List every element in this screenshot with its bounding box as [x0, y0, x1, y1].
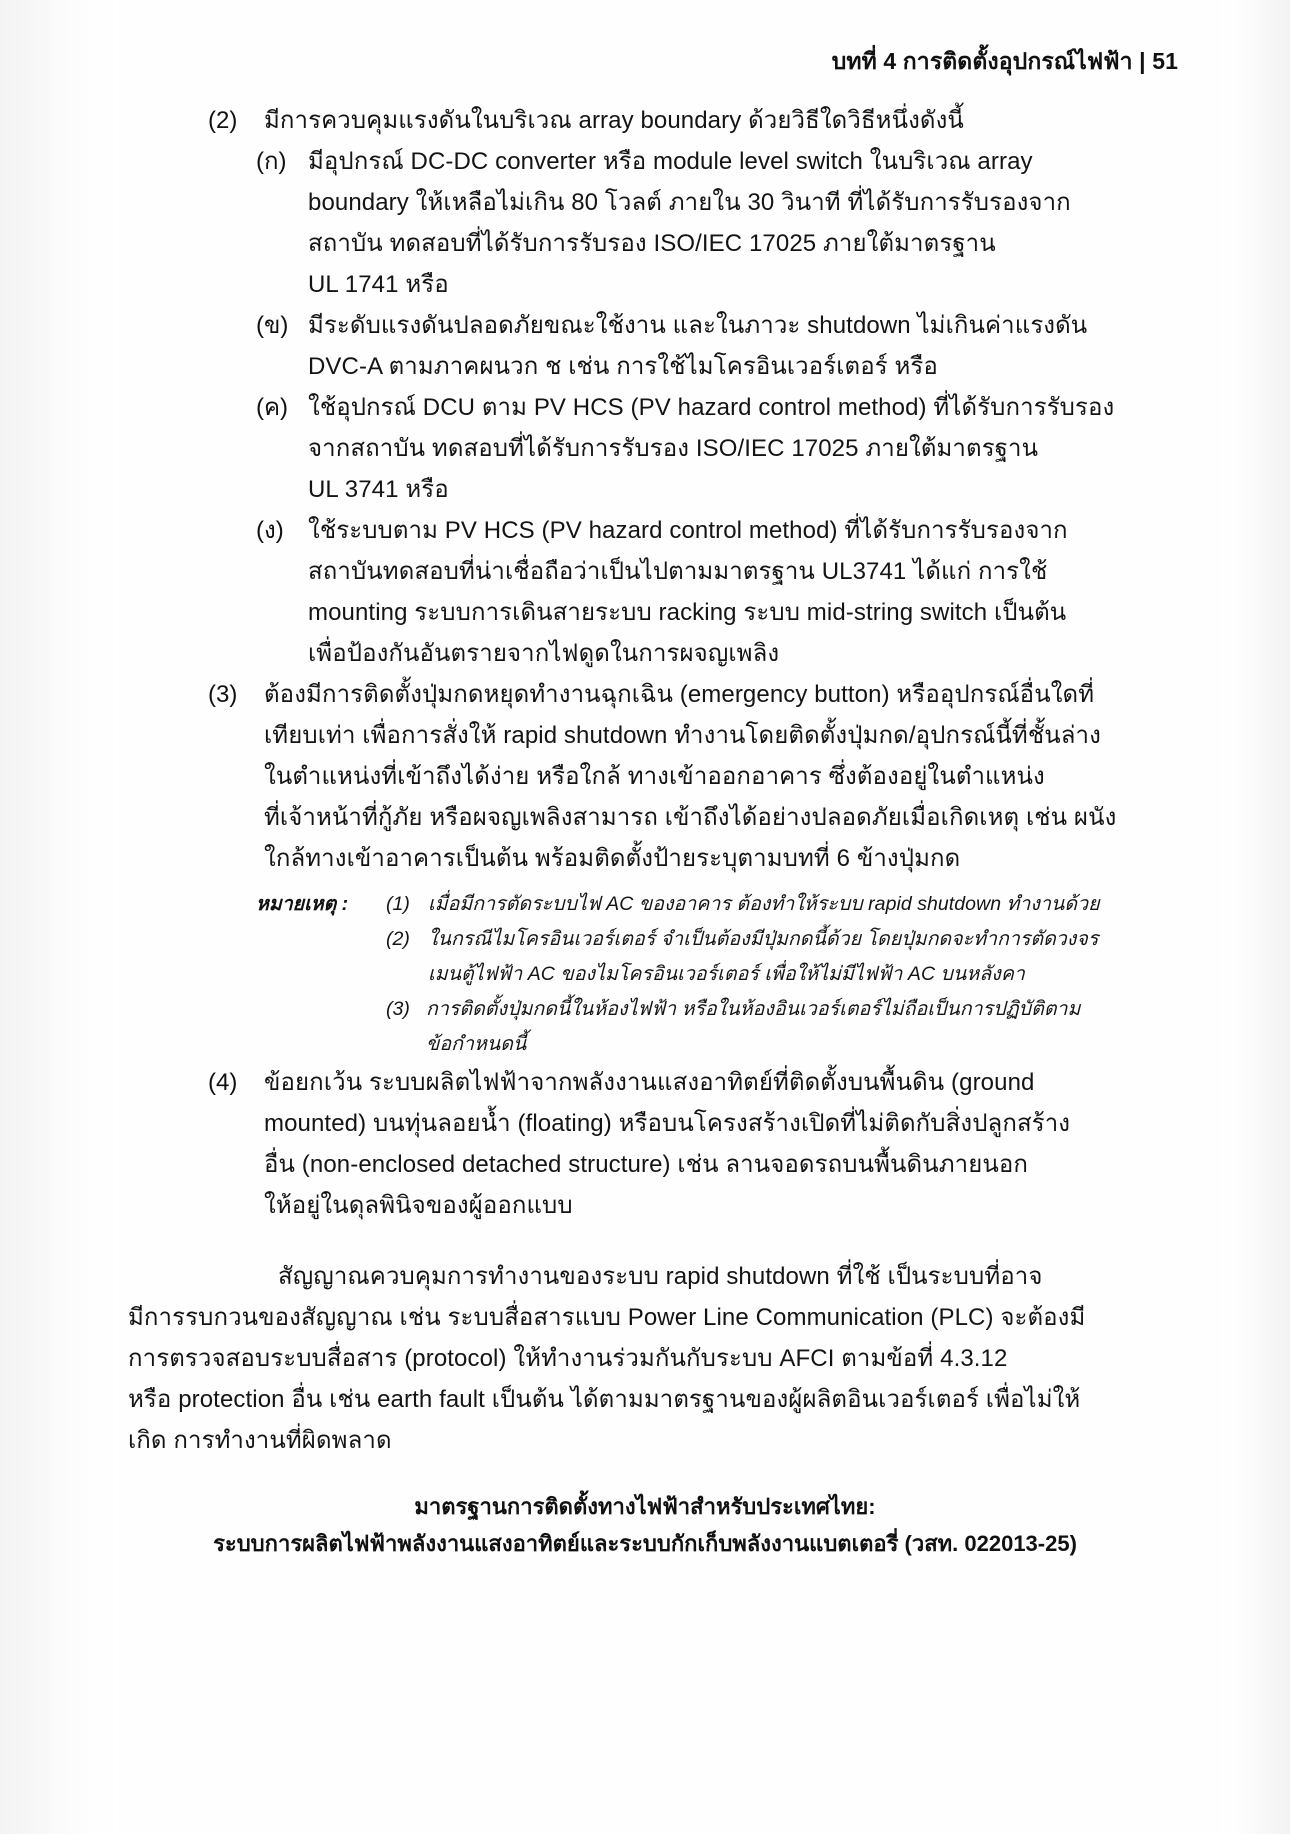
- footer-title-line-1: มาตรฐานการติดตั้งทางไฟฟ้าสำหรับประเทศไทย:: [414, 1494, 876, 1519]
- text-line: เพื่อป้องกันอันตรายจากไฟดูดในการผจญเพลิง: [308, 640, 780, 667]
- text-line: เกิด การทำงานที่ผิดพลาด: [128, 1427, 392, 1454]
- text-line: mounted) บนทุ่นลอยน้ำ (floating) หรือบนโครงสร้างเปิดที่ไม่ติดกับสิ่งปลูกสร้าง: [264, 1110, 1071, 1137]
- note-entry-text: [428, 922, 1170, 992]
- page-footer: [0, 1488, 1290, 1562]
- text-line: UL 3741 หรือ: [308, 476, 449, 503]
- list-item-text: [308, 510, 1170, 674]
- list-item-4: [208, 1062, 1170, 1226]
- text-line: เทียบเท่า เพื่อการสั่งให้ rapid shutdown ทำงานโดยติดตั้งปุ่มกด/อุปกรณ์นี้ที่ชั้นล่าง: [264, 722, 1101, 749]
- text-line: จากสถาบัน ทดสอบที่ได้รับการรับรอง ISO/IEC 17025 ภายใต้มาตรฐาน: [308, 435, 1039, 462]
- text-line: boundary ให้เหลือไม่เกิน 80 โวลต์ ภายใน 30 วินาที ที่ได้รับการรับรองจาก: [308, 189, 1071, 216]
- note-number: (1): [386, 893, 410, 915]
- note-entry-3: [386, 992, 1170, 1062]
- text-line: สัญญาณควบคุมการทำงานของระบบ rapid shutdown ที่ใช้ เป็นระบบที่อาจ: [278, 1263, 1043, 1290]
- note-entries: [386, 887, 1170, 1062]
- list-marker: (3): [208, 681, 238, 708]
- note-number: (2): [386, 928, 410, 950]
- list-marker: (4): [208, 1069, 238, 1096]
- text-line: เมนตู้ไฟฟ้า AC ของไมโครอินเวอร์เตอร์ เพื่อให้ไม่มีไฟฟ้า AC บนหลังคา: [428, 963, 1025, 985]
- list-item-text: [308, 387, 1170, 510]
- text-line: มีระดับแรงดันปลอดภัยขณะใช้งาน และในภาวะ shutdown ไม่เกินค่าแรงดัน: [308, 312, 1088, 339]
- list-marker: (ค): [256, 394, 289, 421]
- text-line: เมื่อมีการตัดระบบไฟ AC ของอาคาร ต้องทำให้ระบบ rapid shutdown ทำงานด้วย: [428, 893, 1100, 915]
- list-item-text: [308, 305, 1170, 387]
- list-marker: (ก): [256, 148, 287, 175]
- text-line: การติดตั้งปุ่มกดนี้ในห้องไฟฟ้า หรือในห้องอินเวอร์เตอร์ไม่ถือเป็นการปฏิบัติตาม: [426, 998, 1081, 1020]
- list-item-3: [208, 674, 1170, 879]
- list-item-2-kho2: [256, 387, 1170, 510]
- list-marker: (ง): [256, 517, 284, 544]
- text-line: สถาบันทดสอบที่น่าเชื่อถือว่าเป็นไปตามมาตรฐาน UL3741 ได้แก่ การใช้: [308, 558, 1048, 585]
- text-line: ให้อยู่ในดุลพินิจของผู้ออกแบบ: [264, 1192, 573, 1219]
- text-line: UL 1741 หรือ: [308, 271, 449, 298]
- note-entry-text: [428, 887, 1170, 922]
- page-header: บทที่ 4 การติดตั้งอุปกรณ์ไฟฟ้า | 51: [831, 48, 1178, 74]
- text-line: มีการรบกวนของสัญญาณ เช่น ระบบสื่อสารแบบ Power Line Communication (PLC) จะต้องมี: [128, 1304, 1086, 1331]
- note-entry-1: [386, 887, 1170, 922]
- text-line: DVC-A ตามภาคผนวก ช เช่น การใช้ไมโครอินเวอร์เตอร์ หรือ: [308, 353, 938, 380]
- text-line: ใช้ระบบตาม PV HCS (PV hazard control method) ที่ได้รับการรับรองจาก: [308, 517, 1068, 544]
- list-marker: (ข): [256, 312, 289, 339]
- list-item-2-ngo: [256, 510, 1170, 674]
- text-line: ข้อยกเว้น ระบบผลิตไฟฟ้าจากพลังงานแสงอาทิตย์ที่ติดตั้งบนพื้นดิน (ground: [264, 1069, 1035, 1096]
- text-line: ในกรณีไมโครอินเวอร์เตอร์ จำเป็นต้องมีปุ่มกดนี้ด้วย โดยปุ่มกดจะทำการตัดวงจร: [428, 928, 1099, 950]
- document-body: [0, 100, 1290, 1461]
- text-line: ใช้อุปกรณ์ DCU ตาม PV HCS (PV hazard control method) ที่ได้รับการรับรอง: [308, 394, 1115, 421]
- text-line: ในตำแหน่งที่เข้าถึงได้ง่าย หรือใกล้ ทางเข้าออกอาคาร ซึ่งต้องอยู่ในตำแหน่ง: [264, 763, 1045, 790]
- text-line: mounting ระบบการเดินสายระบบ racking ระบบ mid-string switch เป็นต้น: [308, 599, 1067, 626]
- text-line: การตรวจสอบระบบสื่อสาร (protocol) ให้ทำงานร่วมกันกับระบบ AFCI ตามข้อที่ 4.3.12: [128, 1345, 1008, 1372]
- text-line: ใกล้ทางเข้าอาคารเป็นต้น พร้อมติดตั้งป้ายระบุตามบทที่ 6 ข้างปุ่มกด: [264, 845, 961, 872]
- text-line: ที่เจ้าหน้าที่กู้ภัย หรือผจญเพลิงสามารถ เข้าถึงได้อย่างปลอดภัยเมื่อเกิดเหตุ เช่น ผนัง: [264, 804, 1117, 831]
- closing-paragraph: [128, 1256, 1170, 1461]
- list-item-text: [264, 1062, 1170, 1226]
- list-item-text: [308, 141, 1170, 305]
- note-entry-text: [426, 992, 1170, 1062]
- text-line: ข้อกำหนดนี้: [426, 1033, 527, 1055]
- note-number: (3): [386, 998, 410, 1020]
- note-label: หมายเหตุ :: [256, 893, 349, 915]
- list-item-text: [264, 100, 1170, 141]
- text-line: ต้องมีการติดตั้งปุ่มกดหยุดทำงานฉุกเฉิน (emergency button) หรืออุปกรณ์อื่นใดที่: [264, 681, 1095, 708]
- text-line: มีอุปกรณ์ DC-DC converter หรือ module level switch ในบริเวณ array: [308, 148, 1033, 175]
- note-block: [256, 887, 1170, 1062]
- text-line: อื่น (non-enclosed detached structure) เช่น ลานจอดรถบนพื้นดินภายนอก: [264, 1151, 1029, 1178]
- list-marker: (2): [208, 107, 238, 134]
- text-line: หรือ protection อื่น เช่น earth fault เป็นต้น ได้ตามมาตรฐานของผู้ผลิตอินเวอร์เตอร์ เพื่อไม่ให้: [128, 1386, 1081, 1413]
- footer-title-line-2: ระบบการผลิตไฟฟ้าพลังงานแสงอาทิตย์และระบบกักเก็บพลังงานแบตเตอรี่ (วสท. 022013-25): [213, 1531, 1077, 1556]
- list-item-2: [208, 100, 1170, 141]
- text-line: มีการควบคุมแรงดันในบริเวณ array boundary ด้วยวิธีใดวิธีหนึ่งดังนี้: [264, 107, 964, 134]
- text-line: สถาบัน ทดสอบที่ได้รับการรับรอง ISO/IEC 17025 ภายใต้มาตรฐาน: [308, 230, 996, 257]
- note-entry-2: [386, 922, 1170, 992]
- list-item-text: [264, 674, 1170, 879]
- list-item-2-kho: [256, 305, 1170, 387]
- list-item-2-ka: [256, 141, 1170, 305]
